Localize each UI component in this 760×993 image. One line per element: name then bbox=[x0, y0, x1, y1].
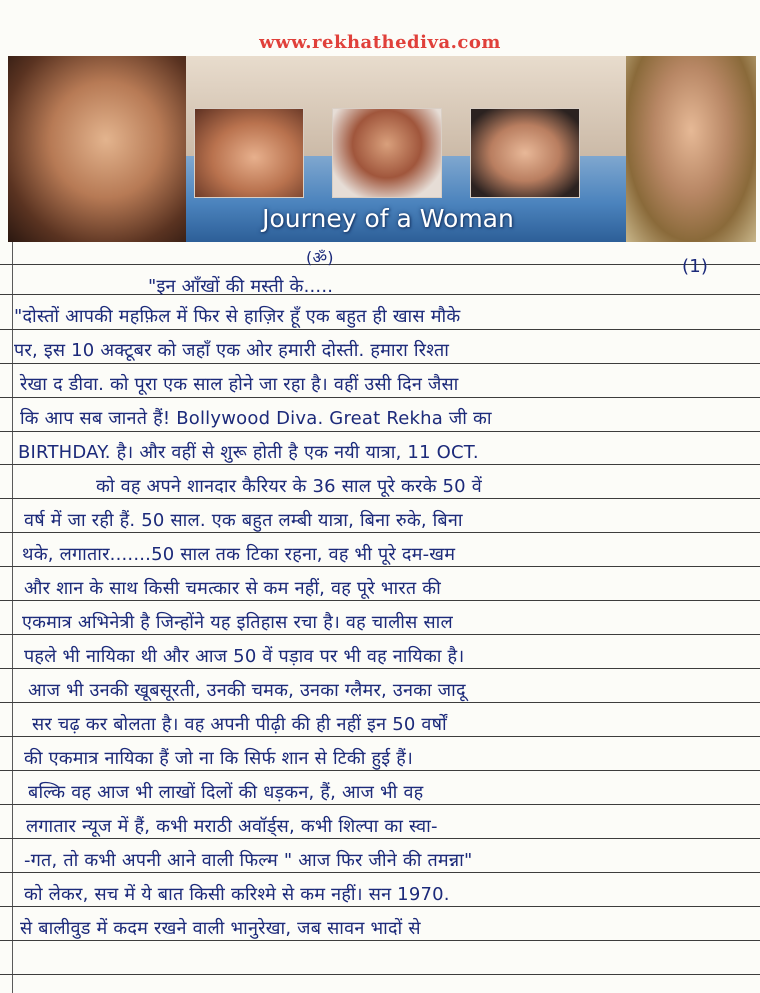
letter-line: BIRTHDAY. है। और वहीं से शुरू होती है एक नयी यात्रा, 11 OCT. bbox=[18, 442, 479, 463]
ruled-line bbox=[0, 264, 760, 265]
ruled-line bbox=[0, 940, 760, 941]
site-url[interactable]: www.rekhathediva.com bbox=[259, 32, 501, 53]
letter-line: और शान के साथ किसी चमत्कार से कम नहीं, वह पूरे भारत की bbox=[24, 578, 441, 599]
portrait-left-image bbox=[8, 56, 186, 242]
header-banner bbox=[8, 56, 756, 242]
ruled-line bbox=[0, 804, 760, 805]
letter-line: रेखा द डीवा. को पूरा एक साल होने जा रहा है। वहीं उसी दिन जैसा bbox=[20, 374, 459, 395]
page-number: (1) bbox=[682, 256, 709, 277]
ruled-line bbox=[0, 702, 760, 703]
letter-line: वर्ष में जा रही हैं. 50 साल. एक बहुत लम्बी यात्रा, बिना रुके, बिना bbox=[24, 510, 463, 531]
letter-line: "दोस्तों आपकी महफ़िल में फिर से हाज़िर हूँ एक बहुत ही खास मौके bbox=[14, 306, 461, 327]
ruled-line bbox=[0, 770, 760, 771]
ruled-line bbox=[0, 736, 760, 737]
letter-line: -गत, तो कभी अपनी आने वाली फिल्म " आज फिर जीने की तमन्ना" bbox=[24, 850, 473, 871]
margin-line bbox=[12, 242, 13, 993]
ruled-line bbox=[0, 532, 760, 533]
ruled-line bbox=[0, 634, 760, 635]
ruled-line bbox=[0, 872, 760, 873]
ruled-line bbox=[0, 974, 760, 975]
banner-title: Journey of a Woman bbox=[262, 204, 514, 233]
letter-line: बल्कि वह आज भी लाखों दिलों की धड़कन, हैं, आज भी वह bbox=[28, 782, 424, 803]
letter-line: कि आप सब जानते हैं! Bollywood Diva. Great Rekha जी का bbox=[20, 408, 492, 429]
letter-line: सर चढ़ कर बोलता है। वह अपनी पीढ़ी की ही नहीं इन 50 वर्षों bbox=[32, 714, 447, 735]
ruled-line bbox=[0, 566, 760, 567]
letter-line: थके, लगातार.......50 साल तक टिका रहना, वह भी पूरे दम-खम bbox=[22, 544, 456, 565]
letter-line: लगातार न्यूज में हैं, कभी मराठी अवॉर्ड्स, कभी शिल्पा का स्वा- bbox=[26, 816, 438, 837]
ruled-line bbox=[0, 600, 760, 601]
ruled-line bbox=[0, 668, 760, 669]
ruled-line bbox=[0, 464, 760, 465]
portrait-thumb-3-image bbox=[470, 108, 580, 198]
letter-line: को वह अपने शानदार कैरियर के 36 साल पूरे करके 50 वें bbox=[96, 476, 482, 497]
ruled-line bbox=[0, 397, 760, 398]
ruled-line bbox=[0, 294, 760, 295]
om-symbol: (ॐ) bbox=[306, 248, 334, 267]
ruled-line bbox=[0, 329, 760, 330]
letter-line: आज भी उनकी खूबसूरती, उनकी चमक, उनका ग्लैमर, उनका जादू bbox=[28, 680, 466, 701]
letter-line: पर, इस 10 अक्टूबर को जहाँ एक ओर हमारी दोस्ती. हमारा रिश्ता bbox=[14, 340, 450, 361]
letter-title: "इन आँखों की मस्ती के..... bbox=[148, 276, 334, 297]
ruled-line bbox=[0, 363, 760, 364]
portrait-thumb-2-image bbox=[332, 108, 442, 198]
portrait-thumb-1-image bbox=[194, 108, 304, 198]
letter-line: से बालीवुड में कदम रखने वाली भानुरेखा, जब सावन भादों से bbox=[20, 918, 421, 939]
portrait-right-image bbox=[626, 56, 756, 242]
letter-line: की एकमात्र नायिका हैं जो ना कि सिर्फ शान से टिकी हुई हैं। bbox=[24, 748, 414, 769]
ruled-line bbox=[0, 498, 760, 499]
ruled-line bbox=[0, 906, 760, 907]
lined-sheet bbox=[0, 242, 760, 993]
letter-line: पहले भी नायिका थी और आज 50 वें पड़ाव पर भी वह नायिका है। bbox=[24, 646, 465, 667]
ruled-line bbox=[0, 838, 760, 839]
letter-line: को लेकर, सच में ये बात किसी करिश्मे से कम नहीं। सन 1970. bbox=[24, 884, 450, 905]
letter-line: एकमात्र अभिनेत्री है जिन्होंने यह इतिहास रचा है। वह चालीस साल bbox=[22, 612, 453, 633]
ruled-line bbox=[0, 431, 760, 432]
